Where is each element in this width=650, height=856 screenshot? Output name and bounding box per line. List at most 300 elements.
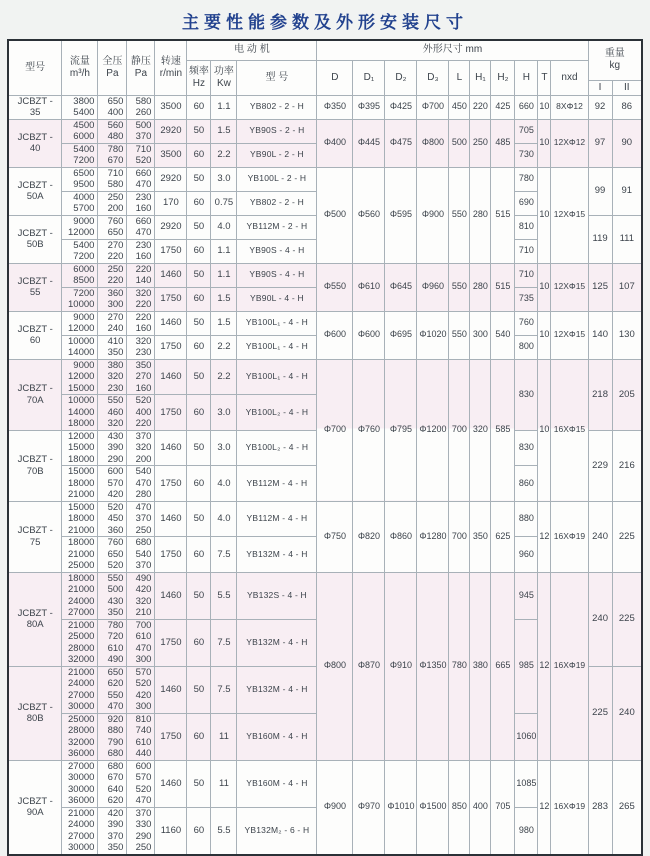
dim-cell-D: Φ900 xyxy=(317,760,353,855)
motor-model-cell: YB100L - 2 - H xyxy=(237,167,317,191)
speed-cell: 1750 xyxy=(155,287,187,311)
total-pressure-cell: 250 200 xyxy=(98,191,127,215)
dim-cell-H: 980 xyxy=(515,807,538,855)
total-pressure-cell: 550 500 430 350 xyxy=(98,572,127,619)
weight-I-cell: 240 xyxy=(588,501,612,572)
model-cell: JCBZT - 40 xyxy=(8,119,62,167)
dim-cell-D1: Φ600 xyxy=(353,311,385,359)
dim-cell-D2: Φ910 xyxy=(385,572,417,760)
header-model: 型号 xyxy=(8,40,62,95)
motor-model-cell: YB100L₂ - 4 - H xyxy=(237,430,317,466)
dim-cell-L: 550 xyxy=(449,263,470,311)
dim-cell-D1: Φ610 xyxy=(353,263,385,311)
motor-model-cell: YB132M - 4 - H xyxy=(237,619,317,666)
speed-cell: 1750 xyxy=(155,395,187,431)
dim-cell-H2: 515 xyxy=(491,263,515,311)
total-pressure-cell: 650 400 xyxy=(98,95,127,119)
freq-cell: 50 xyxy=(187,430,211,466)
freq-cell: 50 xyxy=(187,572,211,619)
dim-cell-D: Φ750 xyxy=(317,501,353,572)
dim-cell-D: Φ600 xyxy=(317,311,353,359)
freq-cell: 60 xyxy=(187,335,211,359)
freq-cell: 50 xyxy=(187,263,211,287)
motor-model-cell: YB132M - 4 - H xyxy=(237,537,317,573)
header-dim-L: L xyxy=(449,60,470,95)
header-total-pressure: 全压 Pa xyxy=(98,40,127,95)
dim-cell-H2: 425 xyxy=(491,95,515,119)
motor-model-cell: YB100L₁ - 4 - H xyxy=(237,359,317,395)
freq-cell: 60 xyxy=(187,466,211,502)
dim-cell-H: 1085 xyxy=(515,760,538,807)
motor-model-cell: YB112M - 4 - H xyxy=(237,501,317,537)
dim-cell-D2: Φ595 xyxy=(385,167,417,263)
static-pressure-cell: 600 570 520 470 xyxy=(127,760,155,807)
spec-table xyxy=(7,39,643,856)
total-pressure-cell: 270 240 xyxy=(98,311,127,335)
dim-cell-D1: Φ445 xyxy=(353,119,385,167)
weight-I-cell: 119 xyxy=(588,215,612,263)
static-pressure-cell: 700 610 470 300 xyxy=(127,619,155,666)
dim-cell-D1: Φ820 xyxy=(353,501,385,572)
table-row xyxy=(8,311,642,335)
weight-I-cell: 140 xyxy=(588,311,612,359)
dim-cell-nxd: 12XΦ12 xyxy=(551,119,588,167)
freq-cell: 60 xyxy=(187,807,211,855)
freq-cell: 60 xyxy=(187,619,211,666)
speed-cell: 3500 xyxy=(155,95,187,119)
total-pressure-cell: 560 480 xyxy=(98,119,127,143)
dim-cell-D3: Φ1200 xyxy=(417,359,449,501)
dim-cell-H: 945 xyxy=(515,572,538,619)
motor-model-cell: YB160M - 4 - H xyxy=(237,760,317,807)
power-cell: 7.5 xyxy=(211,619,237,666)
dim-cell-H: 860 xyxy=(515,466,538,502)
static-pressure-cell: 320 230 xyxy=(127,335,155,359)
model-cell: JCBZT - 90A xyxy=(8,760,62,855)
total-pressure-cell: 760 650 xyxy=(98,215,127,239)
total-pressure-cell: 360 300 xyxy=(98,287,127,311)
weight-I-cell: 225 xyxy=(588,666,612,760)
dim-cell-D3: Φ1280 xyxy=(417,501,449,572)
flow-cell: 5400 7200 xyxy=(62,143,98,167)
dim-cell-D1: Φ870 xyxy=(353,572,385,760)
power-cell: 5.5 xyxy=(211,807,237,855)
motor-model-cell: YB132M - 4 - H xyxy=(237,666,317,713)
weight-II-cell: 225 xyxy=(612,572,642,666)
motor-model-cell: YB100L₂ - 4 - H xyxy=(237,395,317,431)
flow-cell: 6000 8500 xyxy=(62,263,98,287)
header-dim-D3: D₃ xyxy=(417,60,449,95)
dim-cell-D3: Φ1500 xyxy=(417,760,449,855)
flow-cell: 9000 12000 15000 xyxy=(62,359,98,395)
dim-cell-nxd: 16XΦ19 xyxy=(551,501,588,572)
power-cell: 4.0 xyxy=(211,215,237,239)
dim-cell-L: 500 xyxy=(449,119,470,167)
dim-cell-D1: Φ560 xyxy=(353,167,385,263)
weight-II-cell: 91 xyxy=(612,167,642,215)
dim-cell-nxd: 12XΦ15 xyxy=(551,311,588,359)
total-pressure-cell: 520 450 360 xyxy=(98,501,127,537)
power-cell: 7.5 xyxy=(211,537,237,573)
dim-cell-T: 10 xyxy=(538,167,551,263)
weight-II-cell: 111 xyxy=(612,215,642,263)
dim-cell-D1: Φ395 xyxy=(353,95,385,119)
motor-model-cell: YB112M - 4 - H xyxy=(237,466,317,502)
weight-II-cell: 225 xyxy=(612,501,642,572)
dim-cell-T: 10 xyxy=(538,95,551,119)
weight-I-cell: 125 xyxy=(588,263,612,311)
flow-cell: 18000 21000 24000 27000 xyxy=(62,572,98,619)
dim-cell-H: 800 xyxy=(515,335,538,359)
speed-cell: 2920 xyxy=(155,167,187,191)
weight-I-cell: 229 xyxy=(588,430,612,501)
motor-model-cell: YB90L - 4 - H xyxy=(237,287,317,311)
model-cell: JCBZT - 50B xyxy=(8,215,62,263)
static-pressure-cell: 660 470 xyxy=(127,167,155,191)
freq-cell: 60 xyxy=(187,95,211,119)
power-cell: 2.2 xyxy=(211,359,237,395)
total-pressure-cell: 780 720 610 490 xyxy=(98,619,127,666)
table-row xyxy=(8,167,642,191)
header-motor-model: 型 号 xyxy=(237,60,317,95)
static-pressure-cell: 350 270 160 xyxy=(127,359,155,395)
dim-cell-L: 850 xyxy=(449,760,470,855)
dim-cell-H1: 380 xyxy=(470,572,491,760)
model-cell: JCBZT - 55 xyxy=(8,263,62,311)
weight-II-cell: 107 xyxy=(612,263,642,311)
flow-cell: 4000 5700 xyxy=(62,191,98,215)
dim-cell-H: 780 xyxy=(515,167,538,191)
dim-cell-T: 10 xyxy=(538,119,551,167)
model-cell: JCBZT - 80B xyxy=(8,666,62,760)
dim-cell-L: 450 xyxy=(449,95,470,119)
speed-cell: 1750 xyxy=(155,466,187,502)
weight-I-cell: 240 xyxy=(588,572,612,666)
dim-cell-H: 660 xyxy=(515,95,538,119)
dim-cell-T: 10 xyxy=(538,359,551,501)
dim-cell-H: 705 xyxy=(515,119,538,143)
dim-cell-nxd: 12XΦ15 xyxy=(551,263,588,311)
dim-cell-D: Φ700 xyxy=(317,359,353,501)
power-cell: 2.2 xyxy=(211,143,237,167)
power-cell: 3.0 xyxy=(211,167,237,191)
dim-cell-D3: Φ960 xyxy=(417,263,449,311)
total-pressure-cell: 550 460 320 xyxy=(98,395,127,431)
dim-cell-D2: Φ475 xyxy=(385,119,417,167)
header-power: 功率 Kw xyxy=(211,60,237,95)
dim-cell-H: 830 xyxy=(515,430,538,466)
dim-cell-H1: 280 xyxy=(470,263,491,311)
dim-cell-H1: 400 xyxy=(470,760,491,855)
motor-model-cell: YB90S - 4 - H xyxy=(237,239,317,263)
speed-cell: 1460 xyxy=(155,501,187,537)
speed-cell: 1460 xyxy=(155,430,187,466)
header-dim-H1: H₁ xyxy=(470,60,491,95)
header-dims-group: 外形尺寸 mm xyxy=(317,40,588,60)
dim-cell-H: 710 xyxy=(515,263,538,287)
header-dim-H: H xyxy=(515,60,538,95)
header-row-groups xyxy=(8,40,642,60)
freq-cell: 50 xyxy=(187,215,211,239)
freq-cell: 60 xyxy=(187,143,211,167)
freq-cell: 50 xyxy=(187,760,211,807)
flow-cell: 5400 7200 xyxy=(62,239,98,263)
weight-II-cell: 205 xyxy=(612,359,642,430)
dim-cell-L: 550 xyxy=(449,167,470,263)
motor-model-cell: YB90L - 2 - H xyxy=(237,143,317,167)
dim-cell-D2: Φ425 xyxy=(385,95,417,119)
dim-cell-H: 810 xyxy=(515,215,538,239)
speed-cell: 1160 xyxy=(155,807,187,855)
header-motor-group: 电 动 机 xyxy=(187,40,317,60)
static-pressure-cell: 490 420 320 210 xyxy=(127,572,155,619)
dim-cell-D: Φ800 xyxy=(317,572,353,760)
flow-cell: 9000 12000 xyxy=(62,215,98,239)
power-cell: 11 xyxy=(211,760,237,807)
motor-model-cell: YB100L₁ - 4 - H xyxy=(237,311,317,335)
dim-cell-D2: Φ860 xyxy=(385,501,417,572)
table-row xyxy=(8,359,642,395)
speed-cell: 3500 xyxy=(155,143,187,167)
header-dim-D: D xyxy=(317,60,353,95)
header-dim-nxd: nxd xyxy=(551,60,588,95)
dim-cell-H2: 625 xyxy=(491,501,515,572)
speed-cell: 1460 xyxy=(155,760,187,807)
weight-II-cell: 130 xyxy=(612,311,642,359)
static-pressure-cell: 580 260 xyxy=(127,95,155,119)
freq-cell: 60 xyxy=(187,191,211,215)
dim-cell-L: 550 xyxy=(449,311,470,359)
dim-cell-D3: Φ1350 xyxy=(417,572,449,760)
motor-model-cell: YB132M₂ - 6 - H xyxy=(237,807,317,855)
dim-cell-nxd: 8XΦ12 xyxy=(551,95,588,119)
dim-cell-H2: 585 xyxy=(491,359,515,501)
dim-cell-H: 960 xyxy=(515,537,538,573)
dim-cell-H2: 665 xyxy=(491,572,515,760)
speed-cell: 1460 xyxy=(155,666,187,713)
dim-cell-H2: 705 xyxy=(491,760,515,855)
power-cell: 5.5 xyxy=(211,572,237,619)
dim-cell-H: 690 xyxy=(515,191,538,215)
power-cell: 7.5 xyxy=(211,666,237,713)
power-cell: 1.1 xyxy=(211,239,237,263)
dim-cell-D2: Φ645 xyxy=(385,263,417,311)
header-flow: 流量 m³/h xyxy=(62,40,98,95)
dim-cell-D: Φ350 xyxy=(317,95,353,119)
total-pressure-cell: 680 670 640 620 xyxy=(98,760,127,807)
static-pressure-cell: 230 160 xyxy=(127,191,155,215)
total-pressure-cell: 760 650 520 xyxy=(98,537,127,573)
motor-model-cell: YB90S - 4 - H xyxy=(237,263,317,287)
speed-cell: 1460 xyxy=(155,311,187,335)
header-speed: 转速 r/min xyxy=(155,40,187,95)
power-cell: 3.0 xyxy=(211,430,237,466)
header-dim-H2: H₂ xyxy=(491,60,515,95)
dim-cell-D2: Φ695 xyxy=(385,311,417,359)
motor-model-cell: YB802 - 2 - H xyxy=(237,95,317,119)
dim-cell-H1: 350 xyxy=(470,501,491,572)
dim-cell-D1: Φ760 xyxy=(353,359,385,501)
weight-I-cell: 283 xyxy=(588,760,612,855)
flow-cell: 9000 12000 xyxy=(62,311,98,335)
flow-cell: 21000 24000 27000 30000 xyxy=(62,807,98,855)
dim-cell-D3: Φ800 xyxy=(417,119,449,167)
total-pressure-cell: 600 570 420 xyxy=(98,466,127,502)
flow-cell: 15000 18000 21000 xyxy=(62,501,98,537)
freq-cell: 50 xyxy=(187,119,211,143)
speed-cell: 1460 xyxy=(155,263,187,287)
header-dim-T: T xyxy=(538,60,551,95)
dim-cell-T: 12 xyxy=(538,760,551,855)
header-dim-D2: D₂ xyxy=(385,60,417,95)
dim-cell-H: 760 xyxy=(515,311,538,335)
power-cell: 1.1 xyxy=(211,263,237,287)
dim-cell-H: 735 xyxy=(515,287,538,311)
flow-cell: 10000 14000 xyxy=(62,335,98,359)
power-cell: 4.0 xyxy=(211,501,237,537)
model-cell: JCBZT - 60 xyxy=(8,311,62,359)
power-cell: 1.5 xyxy=(211,311,237,335)
model-cell: JCBZT - 70A xyxy=(8,359,62,430)
dim-cell-D: Φ550 xyxy=(317,263,353,311)
flow-cell: 15000 18000 21000 xyxy=(62,466,98,502)
dim-cell-D1: Φ970 xyxy=(353,760,385,855)
dim-cell-D: Φ400 xyxy=(317,119,353,167)
speed-cell: 1750 xyxy=(155,239,187,263)
weight-II-cell: 265 xyxy=(612,760,642,855)
speed-cell: 1460 xyxy=(155,359,187,395)
dim-cell-H1: 320 xyxy=(470,359,491,501)
total-pressure-cell: 250 220 xyxy=(98,263,127,287)
speed-cell: 1460 xyxy=(155,572,187,619)
total-pressure-cell: 780 670 xyxy=(98,143,127,167)
model-cell: JCBZT - 70B xyxy=(8,430,62,501)
table-row xyxy=(8,95,642,119)
header-static-pressure: 静压 Pa xyxy=(127,40,155,95)
model-cell: JCBZT - 80A xyxy=(8,572,62,666)
weight-II-cell: 90 xyxy=(612,119,642,167)
dim-cell-H: 1060 xyxy=(515,713,538,760)
dim-cell-D3: Φ700 xyxy=(417,95,449,119)
flow-cell: 27000 30000 30000 36000 xyxy=(62,760,98,807)
static-pressure-cell: 710 520 xyxy=(127,143,155,167)
power-cell: 2.2 xyxy=(211,335,237,359)
dim-cell-H2: 485 xyxy=(491,119,515,167)
table-row xyxy=(8,119,642,143)
weight-I-cell: 99 xyxy=(588,167,612,215)
total-pressure-cell: 410 350 xyxy=(98,335,127,359)
flow-cell: 18000 21000 25000 xyxy=(62,537,98,573)
power-cell: 1.1 xyxy=(211,95,237,119)
freq-cell: 50 xyxy=(187,666,211,713)
dim-cell-H2: 515 xyxy=(491,167,515,263)
dim-cell-H1: 300 xyxy=(470,311,491,359)
dim-cell-H: 710 xyxy=(515,239,538,263)
speed-cell: 1750 xyxy=(155,335,187,359)
freq-cell: 60 xyxy=(187,537,211,573)
freq-cell: 50 xyxy=(187,359,211,395)
weight-I-cell: 97 xyxy=(588,119,612,167)
static-pressure-cell: 540 470 280 xyxy=(127,466,155,502)
model-cell: JCBZT - 35 xyxy=(8,95,62,119)
dim-cell-T: 10 xyxy=(538,263,551,311)
dim-cell-H: 880 xyxy=(515,501,538,537)
dim-cell-H: 985 xyxy=(515,619,538,713)
power-cell: 1.5 xyxy=(211,287,237,311)
flow-cell: 12000 15000 18000 xyxy=(62,430,98,466)
motor-model-cell: YB132S - 4 - H xyxy=(237,572,317,619)
weight-II-cell: 240 xyxy=(612,666,642,760)
static-pressure-cell: 320 220 xyxy=(127,287,155,311)
dim-cell-H1: 280 xyxy=(470,167,491,263)
header-freq: 频率 Hz xyxy=(187,60,211,95)
dim-cell-D: Φ500 xyxy=(317,167,353,263)
static-pressure-cell: 370 320 200 xyxy=(127,430,155,466)
table-row xyxy=(8,760,642,807)
static-pressure-cell: 660 470 xyxy=(127,215,155,239)
dim-cell-D2: Φ795 xyxy=(385,359,417,501)
header-dim-D1: D₁ xyxy=(353,60,385,95)
dim-cell-D3: Φ1020 xyxy=(417,311,449,359)
freq-cell: 60 xyxy=(187,713,211,760)
flow-cell: 7200 10000 xyxy=(62,287,98,311)
static-pressure-cell: 470 370 250 xyxy=(127,501,155,537)
header-weight-group: 重量 kg xyxy=(588,40,642,80)
freq-cell: 60 xyxy=(187,395,211,431)
power-cell: 11 xyxy=(211,713,237,760)
speed-cell: 2920 xyxy=(155,119,187,143)
dim-cell-H: 730 xyxy=(515,143,538,167)
power-cell: 3.0 xyxy=(211,395,237,431)
dim-cell-H2: 540 xyxy=(491,311,515,359)
dim-cell-nxd: 16XΦ19 xyxy=(551,760,588,855)
total-pressure-cell: 650 620 550 470 xyxy=(98,666,127,713)
power-cell: 1.5 xyxy=(211,119,237,143)
motor-model-cell: YB112M - 2 - H xyxy=(237,215,317,239)
dim-cell-nxd: 12XΦ15 xyxy=(551,167,588,263)
freq-cell: 50 xyxy=(187,167,211,191)
power-cell: 4.0 xyxy=(211,466,237,502)
motor-model-cell: YB802 - 2 - H xyxy=(237,191,317,215)
speed-cell: 1750 xyxy=(155,619,187,666)
dim-cell-L: 700 xyxy=(449,359,470,501)
model-cell: JCBZT - 50A xyxy=(8,167,62,215)
header-weight-II: II xyxy=(612,80,642,95)
total-pressure-cell: 430 390 290 xyxy=(98,430,127,466)
total-pressure-cell: 380 320 230 xyxy=(98,359,127,395)
dim-cell-L: 700 xyxy=(449,501,470,572)
header-weight-I: I xyxy=(588,80,612,95)
speed-cell: 170 xyxy=(155,191,187,215)
motor-model-cell: YB90S - 2 - H xyxy=(237,119,317,143)
freq-cell: 50 xyxy=(187,311,211,335)
freq-cell: 60 xyxy=(187,239,211,263)
freq-cell: 60 xyxy=(187,287,211,311)
total-pressure-cell: 270 220 xyxy=(98,239,127,263)
table-row xyxy=(8,501,642,537)
static-pressure-cell: 230 160 xyxy=(127,239,155,263)
table-row xyxy=(8,572,642,619)
flow-cell: 25000 28000 32000 36000 xyxy=(62,713,98,760)
static-pressure-cell: 810 740 610 440 xyxy=(127,713,155,760)
flow-cell: 3800 5400 xyxy=(62,95,98,119)
weight-II-cell: 216 xyxy=(612,430,642,501)
flow-cell: 4500 6000 xyxy=(62,119,98,143)
motor-model-cell: YB100L₁ - 4 - H xyxy=(237,335,317,359)
speed-cell: 2920 xyxy=(155,215,187,239)
dim-cell-D3: Φ900 xyxy=(417,167,449,263)
power-cell: 0.75 xyxy=(211,191,237,215)
